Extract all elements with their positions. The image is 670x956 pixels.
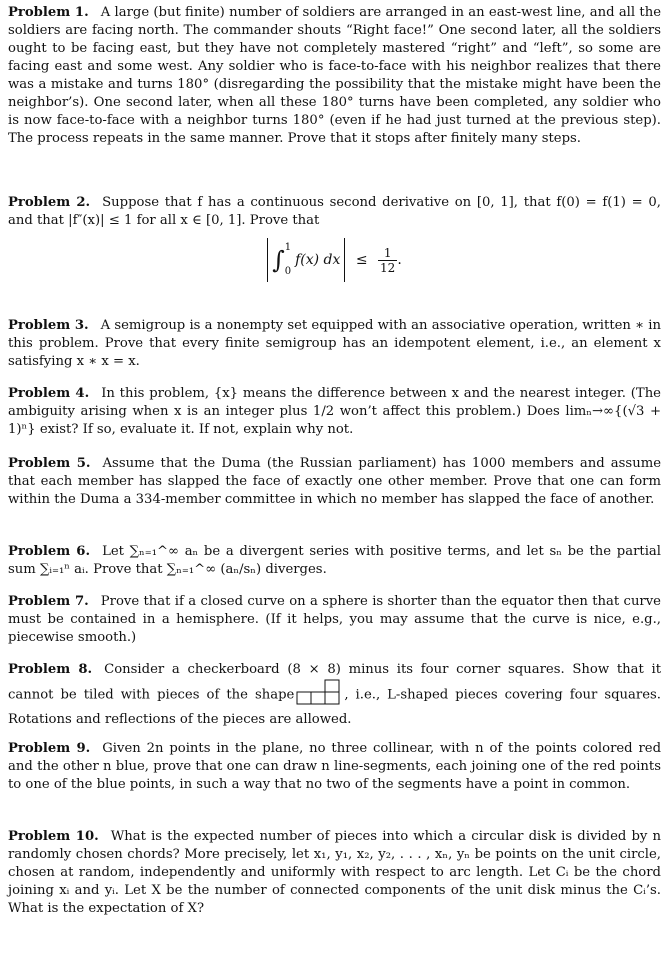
- integral-upper-limit: 1: [284, 242, 292, 253]
- problem-6: [8, 543, 661, 579]
- integral-sign: ∫: [272, 246, 285, 274]
- fraction-numerator: 1: [378, 246, 397, 261]
- problem-label: Problem 4.: [8, 386, 90, 401]
- integrand: f(x) dx: [295, 252, 341, 268]
- problem-10: [8, 828, 661, 918]
- problem-label: Problem 2.: [8, 195, 91, 210]
- problem-label: Problem 7.: [8, 594, 89, 609]
- problem-8: [8, 661, 661, 729]
- problem-text-after: , i.e., L-shaped pieces covering four squares. Rotations and reflections of the pieces are allowed.: [8, 687, 661, 727]
- problem-label: Problem 10.: [8, 829, 99, 844]
- fraction: [378, 246, 397, 275]
- problem-9: [8, 740, 661, 794]
- integral-inequality: [8, 238, 661, 282]
- problem-label: Problem 5.: [8, 456, 91, 471]
- problem-label: Problem 9.: [8, 741, 91, 756]
- absolute-value: [267, 238, 345, 282]
- integral-lower-limit: 0: [284, 266, 292, 277]
- problem-text: In this problem, {x} means the difference between x and the nearest integer. (The ambiguity arising when x is an integer plus 1/2 won’t affect this problem.) Does limₙ→∞{(√3 + 1)ⁿ} exist? If so, evaluate it. If not, explain why not.: [8, 386, 661, 437]
- l-tetromino-shape-icon: [296, 679, 342, 711]
- problem-3: [8, 317, 661, 371]
- problem-text: Given 2n points in the plane, no three collinear, with n of the points colored red and the other n blue, prove that one can draw n line-segments, each joining one of the red points to one of the blue points, in such a way that no two of the segments have a point in common.: [8, 741, 662, 792]
- relation-symbol: ≤: [355, 252, 368, 268]
- display-end: .: [397, 252, 402, 268]
- problem-text: Suppose that f has a continuous second derivative on [0, 1], that f(0) = f(1) = 0, and that |f″(x)| ≤ 1 for all x ∈ [0, 1]. Prove that: [8, 195, 661, 228]
- problem-text-before: Consider a checkerboard (8 × 8) minus its four corner squares. Show that it cannot be tiled with pieces of the shape: [8, 662, 662, 703]
- problem-text: What is the expected number of pieces into which a circular disk is divided by n randomly chosen chords? More precisely, let x₁, y₁, x₂, y₂, . . . , xₙ, yₙ be points on the unit circle, chosen at random, independently and uniformly with respect to arc length. Let Cᵢ be the chord joining xᵢ and yᵢ. Let X be the number of connected components of the unit disk minus the Cᵢ’s. What is the expectation of X?: [8, 829, 661, 916]
- problem-text: Let ∑ₙ₌₁^∞ aₙ be a divergent series with positive terms, and let sₙ be the partial sum ∑ᵢ₌₁ⁿ aᵢ. Prove that ∑ₙ₌₁^∞ (aₙ/sₙ) diverges.: [8, 544, 661, 577]
- problem-2: [8, 194, 661, 282]
- problem-5: [8, 455, 661, 509]
- fraction-denominator: 12: [380, 260, 396, 275]
- problem-1: [8, 4, 661, 148]
- problem-label: Problem 6.: [8, 544, 91, 559]
- problem-7: [8, 593, 661, 647]
- problem-label: Problem 8.: [8, 662, 93, 677]
- problem-text: A semigroup is a nonempty set equipped with an associative operation, written ∗ in this problem. Prove that every finite semigroup has an idempotent element, i.e., an element x satisfying x ∗ x = x.: [8, 318, 661, 369]
- problem-label: Problem 1.: [8, 5, 89, 20]
- problem-text: Assume that the Duma (the Russian parliament) has 1000 members and assume that each member has slapped the face of exactly one other member. Prove that one can form within the Duma a 334-member committee in which no member has slapped the face of another.: [8, 456, 661, 507]
- problem-4: [8, 385, 661, 439]
- problem-text: A large (but finite) number of soldiers are arranged in an east-west line, and all the soldiers are facing north. The commander shouts “Right face!” One second later, all the soldiers ought to be facing east, but they have not completely mastered “right” and “left”, so some are facing east and some west. Any soldier who is face-to-face with his neighbor realizes that there was a mistake and turns 180° (disregarding the possibility that the mistake might have been the neighbor’s). One second later, when all these 180° turns have been completed, any soldier who is now face-to-face with a neighbor turns 180° (even if he had just turned at the previous step). The process repeats in the same manner. Prove that it stops after finitely many steps.: [8, 5, 661, 146]
- problem-label: Problem 3.: [8, 318, 89, 333]
- problem-text: Prove that if a closed curve on a sphere is shorter than the equator then that curve must be contained in a hemisphere. (If it helps, you may assume that the curve is nice, e.g., piecewise smooth.): [8, 594, 661, 645]
